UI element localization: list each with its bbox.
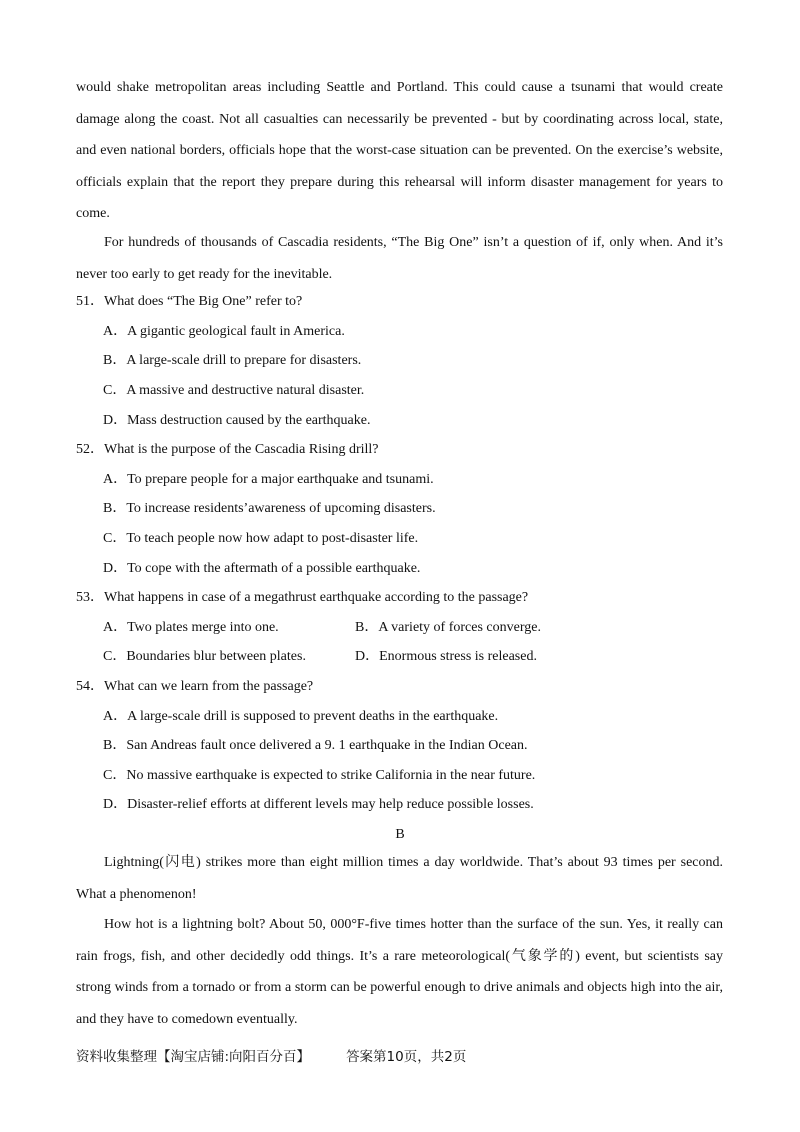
answer-option: B．A large-scale drill to prepare for disasters. (103, 353, 362, 368)
page-footer (76, 1047, 466, 1067)
passage-paragraph: How hot is a lightning bolt? About 50, 000°F-five times hotter than the surface of the sun. Yes, it really can rain frogs, fish, and other decidedly odd things. It’s a rare meteorological(气象学的) event, but scientists say strong winds from a tornado or from a storm can be powerful enough to drive animals and objects high into the air, and they have to comedown eventually. (76, 917, 723, 1027)
footer-page-number: 答案第10页，共2页 (346, 1049, 467, 1065)
answer-option: B．San Andreas fault once delivered a 9. 1 earthquake in the Indian Ocean. (103, 738, 528, 753)
answer-option: D．Mass destruction caused by the earthquake. (103, 413, 371, 428)
answer-option: A．Two plates merge into one. (103, 620, 279, 635)
question-stem: 53．What happens in case of a megathrust earthquake according to the passage? (76, 590, 529, 605)
question-stem: 51．What does “The Big One” refer to? (76, 294, 303, 309)
answer-option: D．Enormous stress is released. (355, 649, 537, 664)
answer-option: B．A variety of forces converge. (355, 620, 541, 635)
section-heading: B (395, 827, 405, 842)
answer-option: D．To cope with the aftermath of a possible earthquake. (103, 561, 421, 576)
question-stem: 54．What can we learn from the passage? (76, 679, 314, 694)
answer-option: A．A gigantic geological fault in America. (103, 324, 345, 339)
passage-paragraph: For hundreds of thousands of Cascadia residents, “The Big One” isn’t a question of if, only when. And it’s never too early to get ready for the inevitable. (76, 235, 723, 282)
answer-option: C．No massive earthquake is expected to strike California in the near future. (103, 768, 536, 783)
answer-option: A．A large-scale drill is supposed to prevent deaths in the earthquake. (103, 709, 499, 724)
question-stem: 52．What is the purpose of the Cascadia Rising drill? (76, 442, 379, 457)
footer-source: 资料收集整理【淘宝店铺:向阳百分百】 (76, 1049, 311, 1065)
passage-paragraph: Lightning(闪电) strikes more than eight million times a day worldwide. That’s about 93 times per second. What a phenomenon! (76, 855, 723, 902)
answer-option: C．A massive and destructive natural disaster. (103, 383, 365, 398)
answer-option: B．To increase residents’awareness of upcoming disasters. (103, 501, 436, 516)
passage-paragraph: would shake metropolitan areas including Seattle and Portland. This could cause a tsunami that would create damage along the coast. Not all casualties can necessarily be prevented - but by coordinating across local, state, and even national borders, officials hope that the worst-case situation can be prevented. On the exercise’s website, officials explain that the report they prepare during this rehearsal will inform disaster management for years to come. (76, 80, 723, 221)
answer-option: D．Disaster-relief efforts at different levels may help reduce possible losses. (103, 797, 534, 812)
answer-option: C．Boundaries blur between plates. (103, 649, 306, 664)
answer-option: A．To prepare people for a major earthquake and tsunami. (103, 472, 434, 487)
answer-option: C．To teach people now how adapt to post-disaster life. (103, 531, 419, 546)
